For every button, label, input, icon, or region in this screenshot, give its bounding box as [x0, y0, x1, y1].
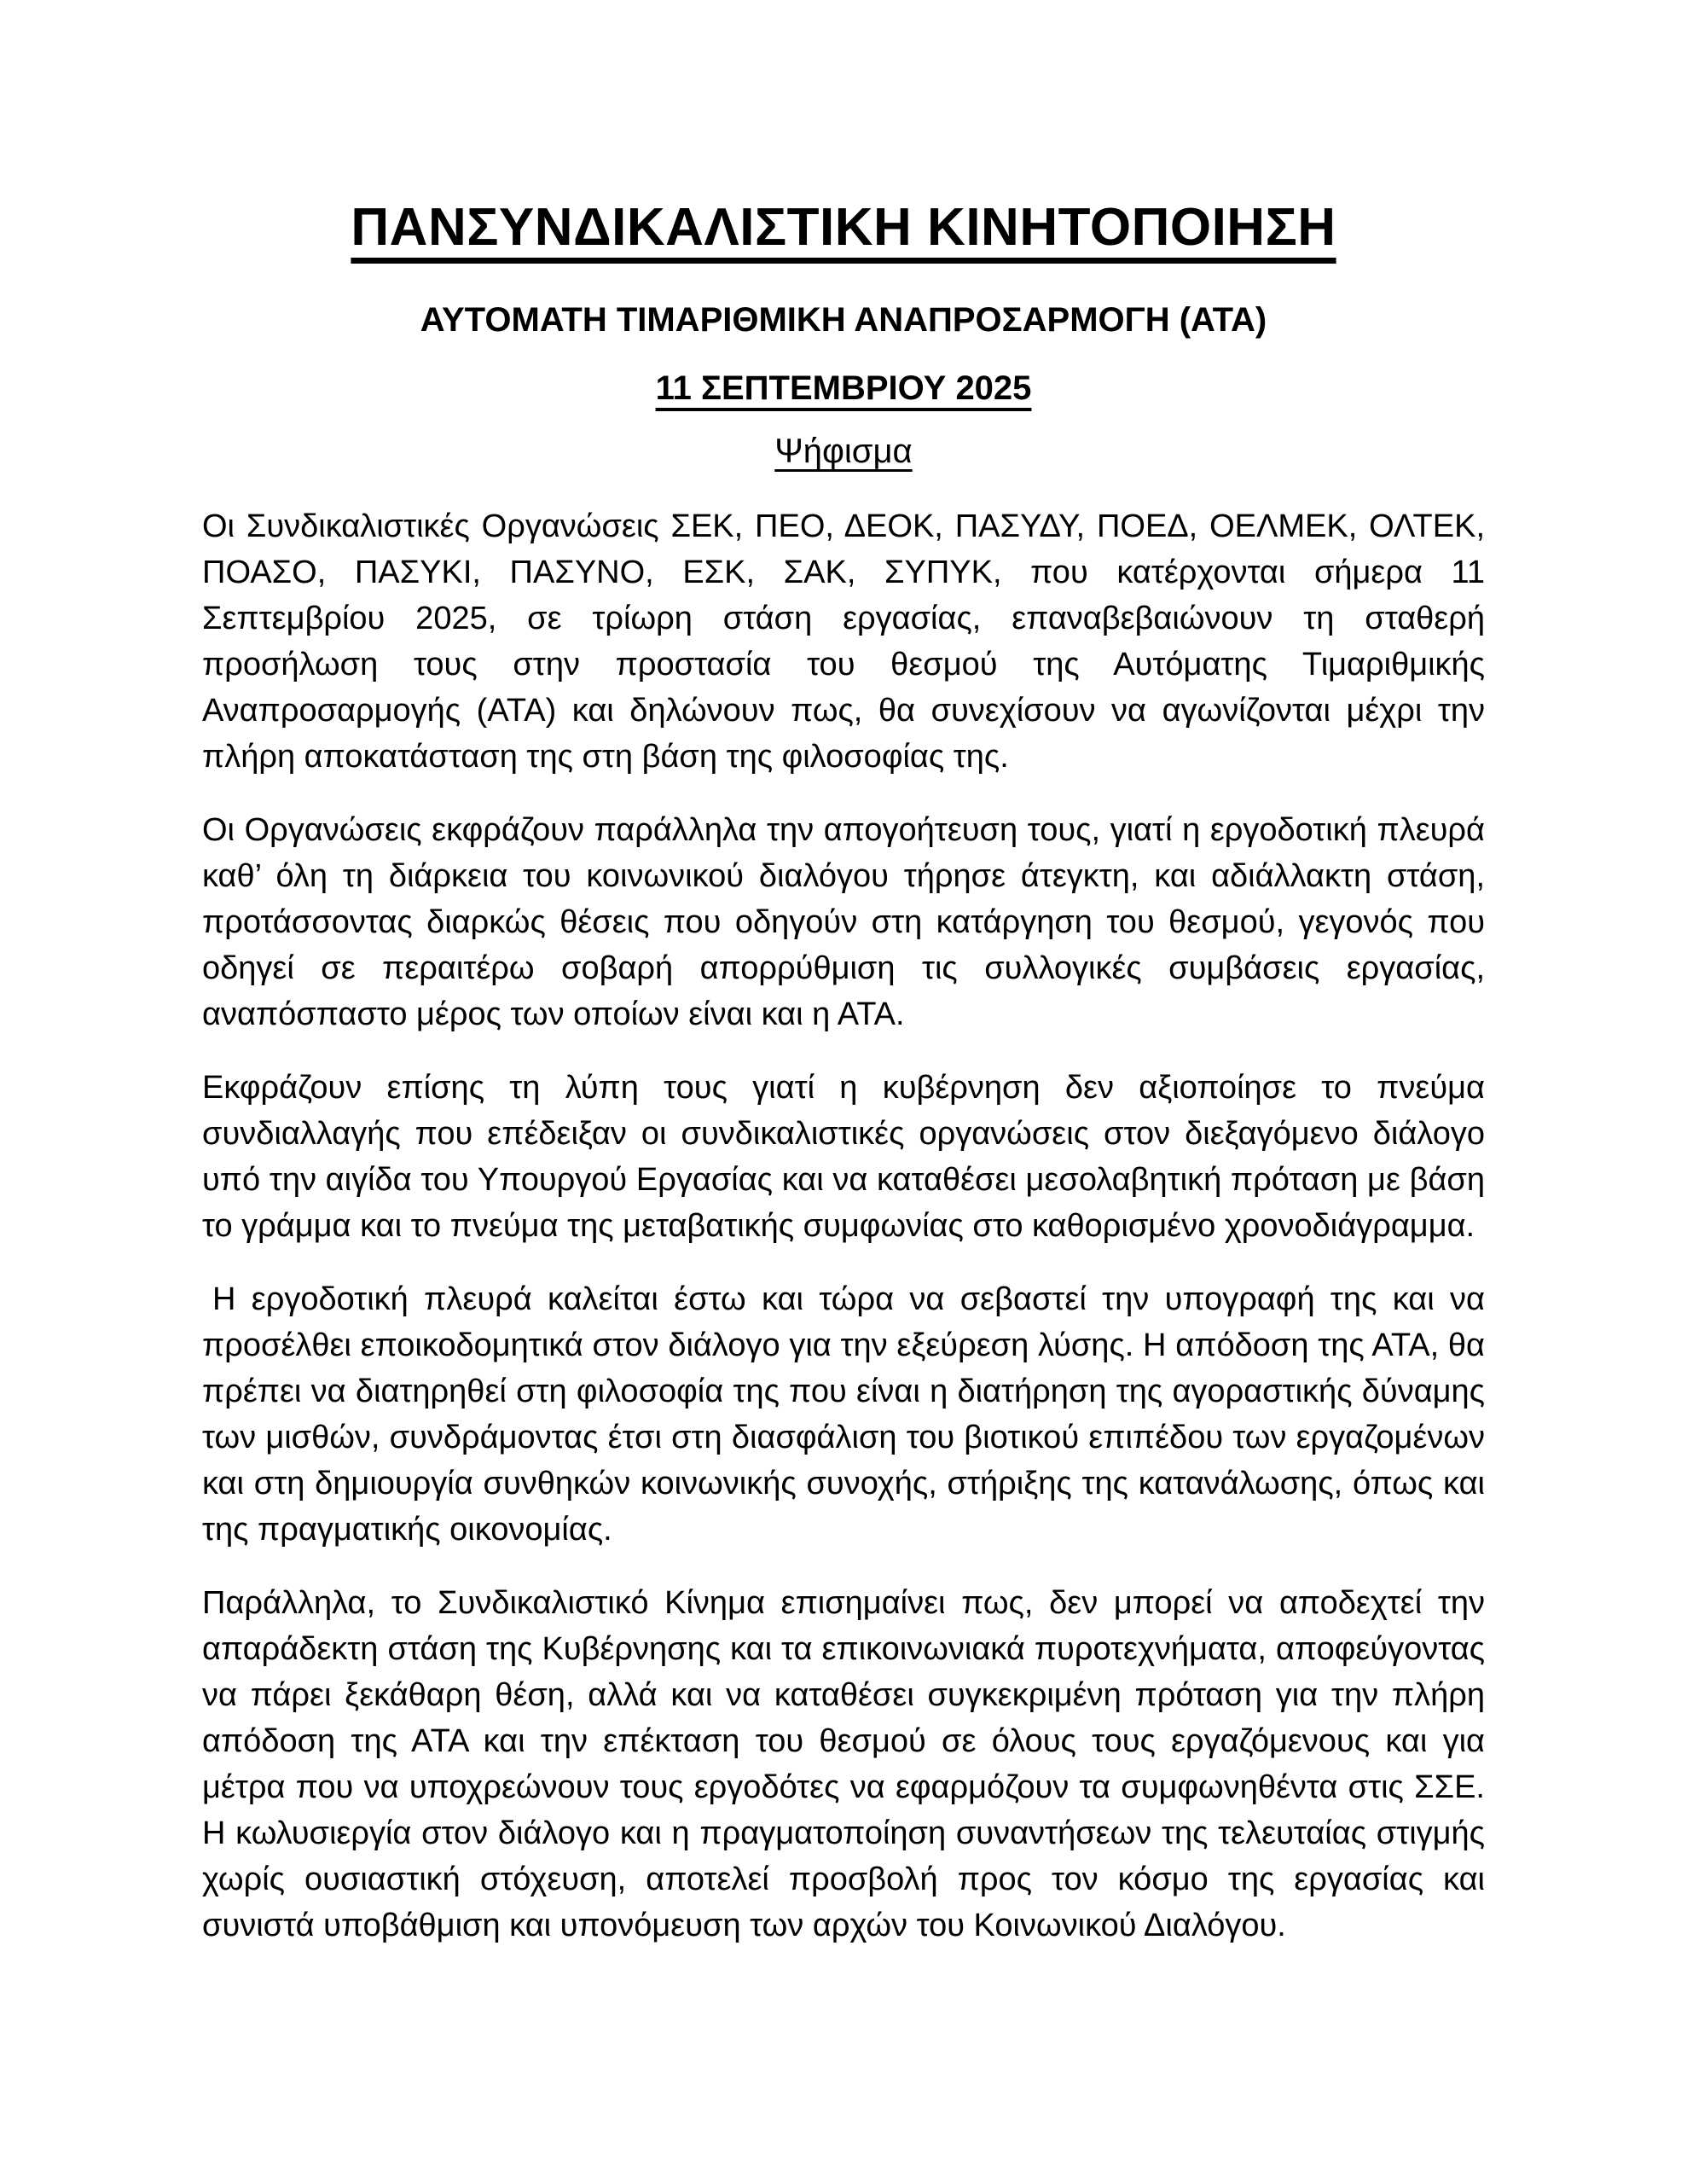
paragraph-5: Παράλληλα, το Συνδικαλιστικό Κίνημα επισημαίνει πως, δεν μπορεί να αποδεχτεί την απαράδεκτη στάση της Κυβέρνησης και τα επικοινωνιακά πυροτεχνήματα, αποφεύγοντας να πάρει ξεκάθαρη θέση, αλλά και να καταθέσει συγκεκριμένη πρόταση για την πλήρη απόδοση της ΑΤΑ και την επέκταση του θεσμού σε όλους τους εργαζόμενους και για μέτρα που να υποχρεώνουν τους εργοδότες να εφαρμόζουν τα συμφωνηθέντα στις ΣΣΕ. Η κωλυσιεργία στον διάλογο και η πραγματοποίηση συναντήσεων της τελευταίας στιγμής χωρίς ουσιαστική στόχευση, αποτελεί προσβολή προς τον κόσμο της εργασίας και συνιστά υποβάθμιση και υπονόμευση των αρχών του Κοινωνικού Διαλόγου.	[202, 1585, 1485, 1944]
document-date: 11 ΣΕΠΤΕΜΒΡΙΟΥ 2025	[655, 369, 1032, 408]
document-subtitle: ΑΥΤΟΜΑΤΗ ΤΙΜΑΡΙΘΜΙΚΗ ΑΝΑΠΡΟΣΑΡΜΟΓΗ (ΑΤΑ)	[420, 301, 1267, 340]
paragraph-3: Εκφράζουν επίσης τη λύπη τους γιατί η κυβέρνηση δεν αξιοποίησε το πνεύμα συνδιαλλαγής που επέδειξαν οι συνδικαλιστικές οργανώσεις στον διεξαγόμενο διάλογο υπό την αιγίδα του Υπουργού Εργασίας και να καταθέσει μεσολαβητική πρόταση με βάση το γράμμα και το πνεύμα της μεταβατικής συμφωνίας στο καθορισμένο χρονοδιάγραμμα.	[202, 1070, 1485, 1245]
document-title: ΠΑΝΣΥΝΔΙΚΑΛΙΣΤΙΚΗ ΚΙΝΗΤΟΠΟΙΗΣΗ	[351, 198, 1336, 257]
paragraph-2: Οι Οργανώσεις εκφράζουν παράλληλα την απογοήτευση τους, γιατί η εργοδοτική πλευρά καθ’ όλη τη διάρκεια του κοινωνικού διαλόγου τήρησε άτεγκτη, και αδιάλλακτη στάση, προτάσσοντας διαρκώς θέσεις που οδηγούν στη κατάργηση του θεσμού, γεγονός που οδηγεί σε περαιτέρω σοβαρή απορρύθμιση τις συλλογικές συμβάσεις εργασίας, αναπόσπαστο μέρος των οποίων είναι και η ΑΤΑ.	[202, 812, 1485, 1033]
section-heading: Ψήφισμα	[774, 433, 913, 471]
paragraph-4: Η εργοδοτική πλευρά καλείται έστω και τώρα να σεβαστεί την υπογραφή της και να προσέλθει εποικοδομητικά στον διάλογο για την εξεύρεση λύσης. Η απόδοση της ΑΤΑ, θα πρέπει να διατηρηθεί στη φιλοσοφία της που είναι η διατήρηση της αγοραστικής δύναμης των μισθών, συνδράμοντας έτσι στη διασφάλιση του βιοτικού επιπέδου των εργαζομένων και στη δημιουργία συνθηκών κοινωνικής συνοχής, στήριξης της κατανάλωσης, όπως και της πραγματικής οικονομίας.	[202, 1281, 1485, 1548]
paragraph-1: Οι Συνδικαλιστικές Οργανώσεις ΣΕΚ, ΠΕΟ, ΔΕΟΚ, ΠΑΣΥΔΥ, ΠΟΕΔ, ΟΕΛΜΕΚ, ΟΛΤΕΚ, ΠΟΑΣΟ, ΠΑΣΥΚΙ, ΠΑΣΥΝΟ, ΕΣΚ, ΣΑΚ, ΣΥΠΥΚ, που κατέρχονται σήμερα 11 Σεπτεμβρίου 2025, σε τρίωρη στάση εργασίας, επαναβεβαιώνουν τη σταθερή προσήλωση τους στην προστασία του θεσμού της Αυτόματης Τιμαριθμικής Αναπροσαρμογής (ΑΤΑ) και δηλώνουν πως, θα συνεχίσουν να αγωνίζονται μέχρι την πλήρη αποκατάσταση της στη βάση της φιλοσοφίας της.	[202, 508, 1485, 775]
